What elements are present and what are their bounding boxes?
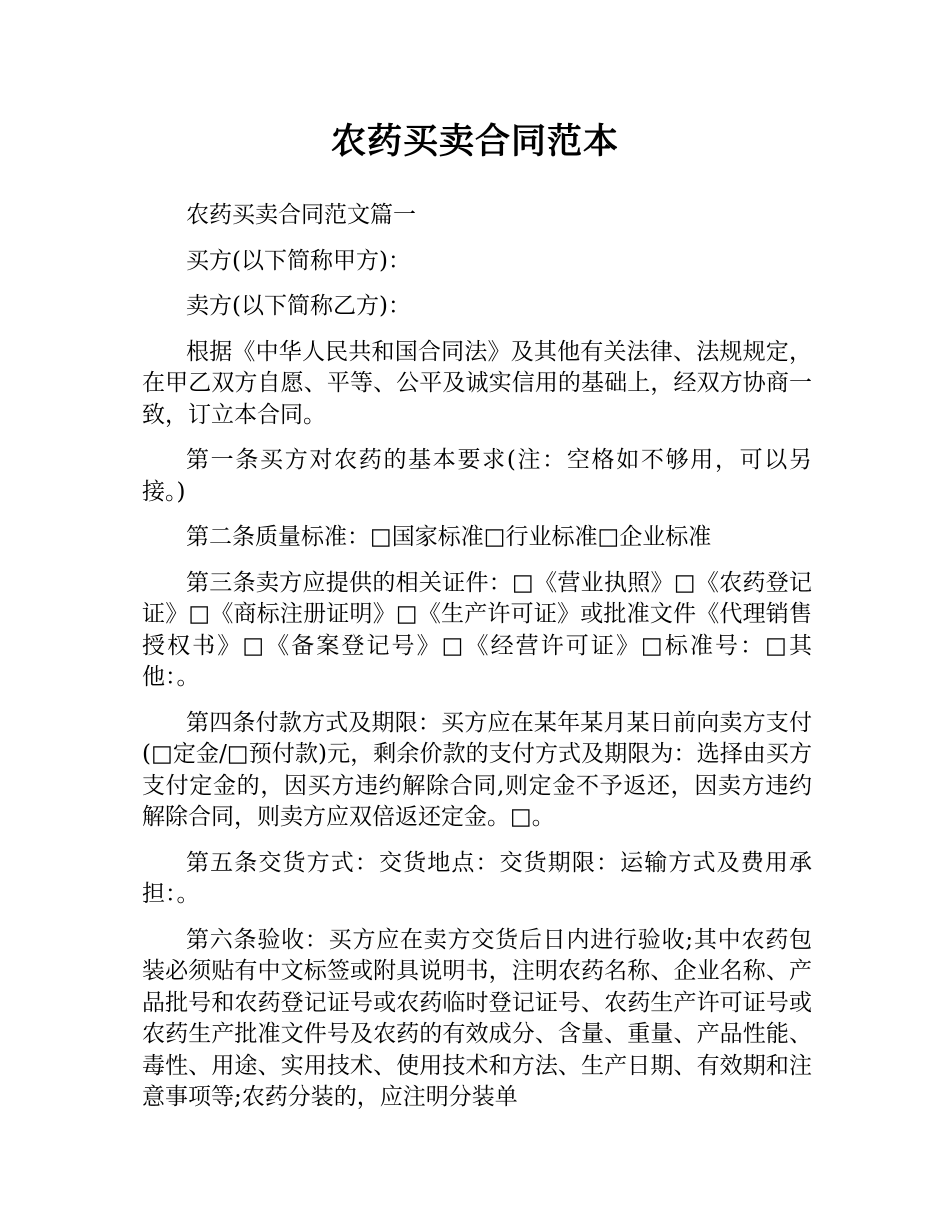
paragraph-heading: 农药买卖合同范文篇一	[186, 202, 416, 228]
paragraph-seller: 卖方(以下简称乙方)：	[186, 293, 411, 319]
paragraph-article-5: 第五条交货方式：交货地点：交货期限：运输方式及费用承担：。	[142, 849, 812, 907]
paragraph-article-1: 第一条买方对农药的基本要求(注：空格如不够用，可以另接。)	[142, 447, 812, 505]
paragraph-article-2: 第二条质量标准：□国家标准□行业标准□企业标准	[186, 524, 712, 550]
paragraph-article-3: 第三条卖方应提供的相关证件：□《营业执照》□《农药登记证》□《商标注册证明》□《生产许可证》或批准文件《代理销售授权书》□《备案登记号》□《经营许可证》□标准号：□其他：。	[142, 569, 812, 690]
document-body	[142, 200, 812, 1128]
paragraph-article-4: 第四条付款方式及期限：买方应在某年某月某日前向卖方支付(□定金/□预付款)元，剩余价款的支付方式及期限为：选择由买方支付定金的，因买方违约解除合同,则定金不予返还，因卖方违约解除合同，则卖方应双倍返还定金。□。	[142, 709, 812, 830]
page-title: 农药买卖合同范本	[330, 122, 619, 162]
paragraph-article-6: 第六条验收：买方应在卖方交货后日内进行验收;其中农药包装必须贴有中文标签或附具说明书，注明农药名称、企业名称、产品批号和农药登记证号或农药临时登记证号、农药生产许可证号或农药生产批准文件号及农药的有效成分、含量、重量、产品性能、毒性、用途、实用技术、使用技术和方法、生产日期、有效期和注意事项等;农药分装的，应注明分装单	[142, 926, 812, 1110]
paragraph-preamble: 根据《中华人民共和国合同法》及其他有关法律、法规规定，在甲乙双方自愿、平等、公平及诚实信用的基础上，经双方协商一致，订立本合同。	[142, 338, 812, 428]
paragraph-buyer: 买方(以下简称甲方)：	[186, 247, 411, 274]
